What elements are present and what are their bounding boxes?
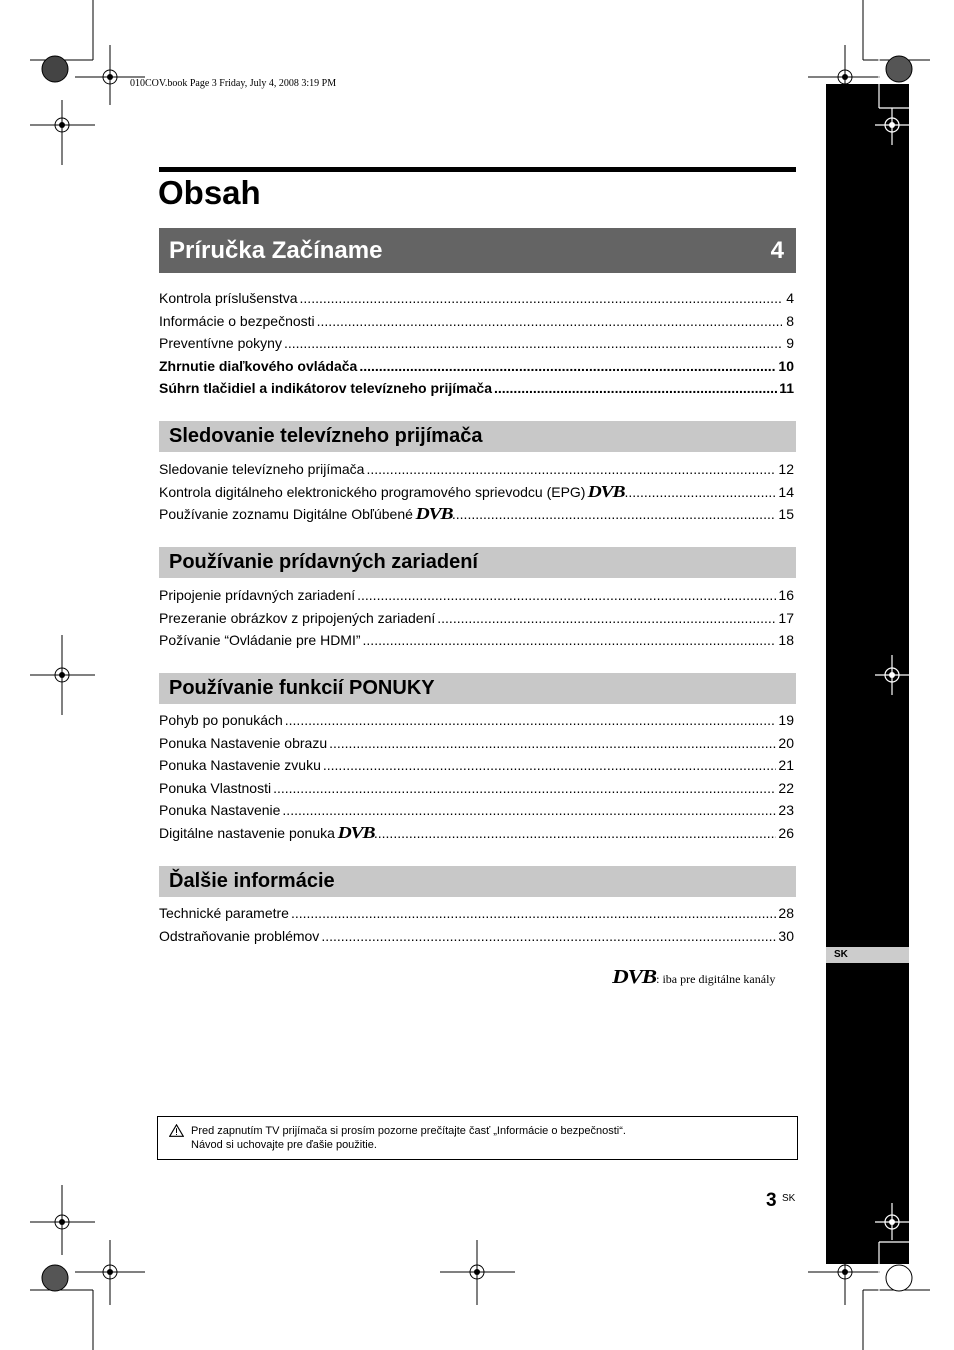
toc-entry[interactable]: Odstraňovanie problémov ..... 30 <box>159 928 794 951</box>
toc-entry[interactable]: Ponuka Nastavenie zvuku ..... 21 <box>159 757 794 780</box>
toc-entry[interactable]: Kontrola príslušenstva ..... 4 <box>159 290 794 313</box>
section-header-optional-equipment <box>159 547 796 578</box>
toc-list <box>159 587 794 655</box>
toc-entry[interactable]: Ponuka Nastavenie ..... 23 <box>159 802 794 825</box>
warning-line-2: Návod si uchovajte pre ďašie použitie. <box>191 1139 377 1151</box>
section-title: Príručka Začíname <box>169 237 383 264</box>
section-header-additional-info <box>159 866 796 897</box>
toc-entry[interactable]: Sledovanie televízneho prijímača ..... 12 <box>159 461 794 484</box>
toc-entry[interactable]: Pohyb po ponukách ..... 19 <box>159 712 794 735</box>
toc-entry[interactable]: Technické parametre ..... 28 <box>159 905 794 928</box>
warning-line-1: Pred zapnutím TV prijímača si prosím pozorne prečítajte časť „Informácie o bezpečnosti“. <box>191 1125 626 1137</box>
page-title: Obsah <box>158 174 261 211</box>
toc-entry[interactable]: Kontrola digitálneho elektronického programového sprievodcu (EPG) DVB ..... 14 <box>159 484 794 507</box>
dvb-legend <box>610 966 776 988</box>
toc-list <box>159 905 794 950</box>
section-title: Používanie funkcií PONUKY <box>169 677 435 699</box>
section-title: Používanie prídavných zariadení <box>169 551 478 573</box>
section-header-getting-started <box>159 228 796 273</box>
toc-entry[interactable]: Ponuka Vlastnosti ..... 22 <box>159 780 794 803</box>
warning-icon <box>169 1124 184 1137</box>
toc-list <box>159 290 794 403</box>
title-rule <box>159 167 796 172</box>
section-page: 4 <box>770 237 784 264</box>
toc-entry[interactable]: Pripojenie prídavných zariadení ..... 16 <box>159 587 794 610</box>
toc-entry[interactable]: Digitálne nastavenie ponuka DVB ..... 26 <box>159 825 794 848</box>
dvb-icon: DVB <box>415 504 453 524</box>
page-number: 3 <box>766 1190 777 1211</box>
toc-list <box>159 461 794 529</box>
language-tab: SK <box>826 947 909 963</box>
dvb-icon: DVB <box>588 481 625 501</box>
dvb-icon: DVB <box>337 822 375 842</box>
toc-entry[interactable]: Používanie zoznamu Digitálne Obľúbené DVB ..... 15 <box>159 506 794 529</box>
dvb-legend-text: : iba pre digitálne kanály <box>656 972 776 986</box>
section-header-menu-functions <box>159 673 796 704</box>
toc-entry[interactable]: Prezeranie obrázkov z pripojených zariadení ..... 17 <box>159 610 794 633</box>
book-header: 010COV.book Page 3 Friday, July 4, 2008 3:19 PM <box>130 78 337 89</box>
toc-entry[interactable]: Požívanie “Ovládanie pre HDMI” ..... 18 <box>159 632 794 655</box>
toc-entry[interactable]: Preventívne pokyny ..... 9 <box>159 335 794 358</box>
toc-entry[interactable]: Súhrn tlačidiel a indikátorov televízneho prijímača ..... 11 <box>159 380 794 403</box>
section-title: Ďalšie informácie <box>169 870 335 892</box>
toc-entry[interactable]: Informácie o bezpečnosti ..... 8 <box>159 313 794 336</box>
toc-list <box>159 712 794 848</box>
toc-entry[interactable]: Zhrnutie diaľkového ovládača ..... 10 <box>159 358 794 381</box>
page-language: SK <box>782 1193 796 1204</box>
section-title: Sledovanie televízneho prijímača <box>169 425 483 447</box>
safety-warning-box <box>157 1116 798 1160</box>
toc-entry[interactable]: Ponuka Nastavenie obrazu ..... 20 <box>159 735 794 758</box>
section-header-watching-tv <box>159 421 796 452</box>
dvb-icon: DVB <box>612 966 656 988</box>
